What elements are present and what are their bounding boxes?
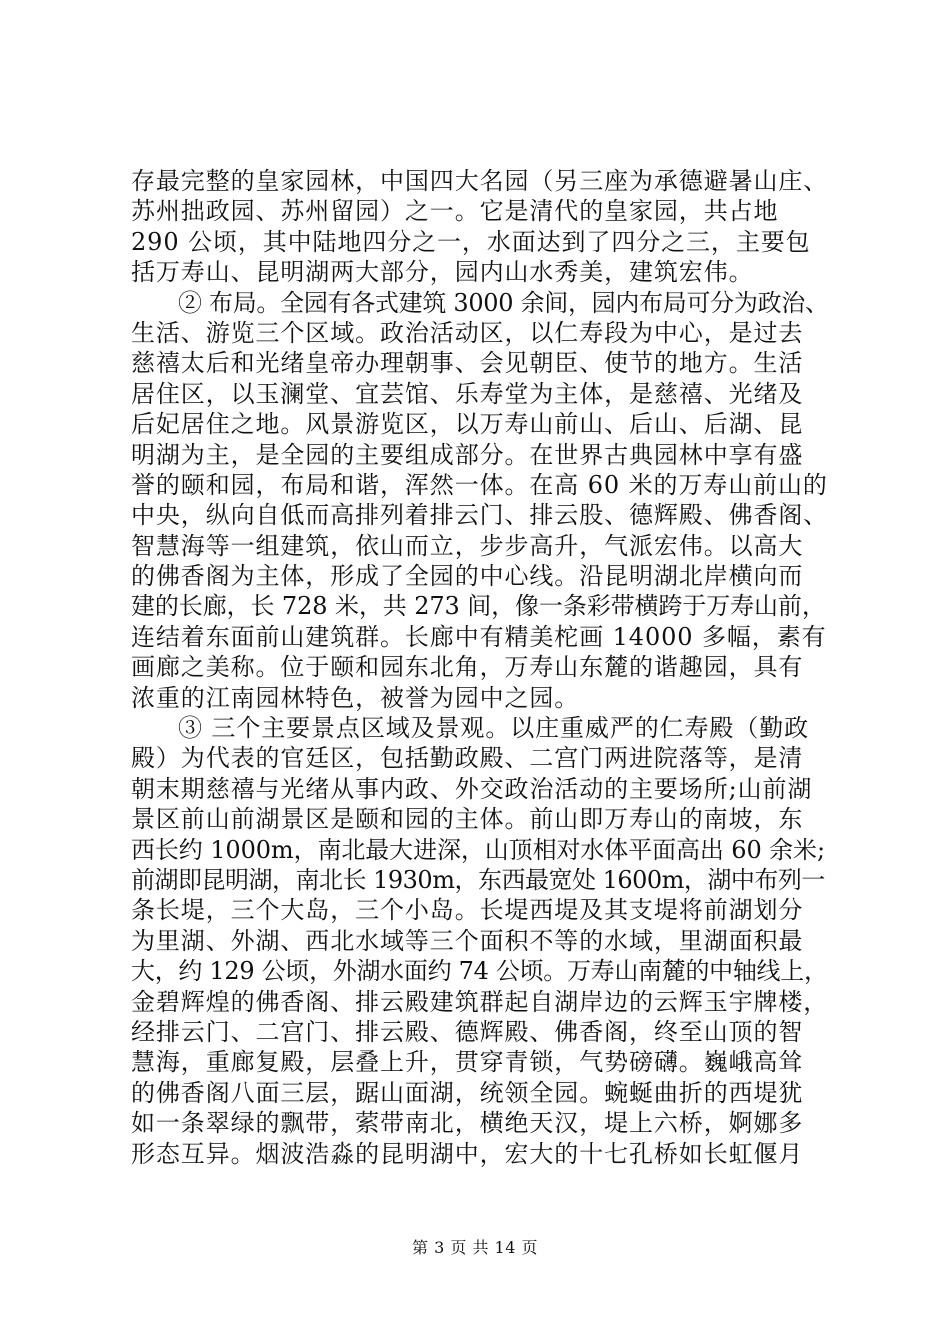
text-line: 生活、游览三个区域。政治活动区，以仁寿段为中心，是过去 [131, 318, 804, 347]
text-line: 后妃居住之地。风景游览区，以万寿山前山、后山、后湖、昆 [131, 410, 804, 439]
text-line: 浓重的江南园林特色，被誉为园中之园。 [131, 683, 580, 712]
text-line: 形态互异。烟波浩淼的昆明湖中，宏大的十七孔桥如长虹偃月 [131, 1139, 804, 1168]
page-footer: 第 3 页 共 14 页 [412, 1238, 538, 1257]
text-line: 景区前山前湖景区是颐和园的主体。前山即万寿山的南坡，东 [131, 805, 804, 834]
text-line: ③ 三个主要景点区域及景观。以庄重威严的仁寿殿（勤政 [178, 714, 810, 743]
text-line: 条长堤，三个大岛，三个小岛。长堤西堤及其支堤将前湖划分 [131, 896, 804, 925]
text-line: 智慧海等一组建筑，依山而立，步步高升，气派宏伟。以高大 [131, 531, 804, 560]
text-line: 经排云门、二宫门、排云殿、德辉殿、佛香阁，终至山顶的智 [131, 1017, 804, 1046]
text-line: 誉的颐和园，布局和谐，浑然一体。在高 60 米的万寿山前山的 [131, 470, 828, 499]
text-line: 前湖即昆明湖，南北长 1930m，东西最宽处 1600m，湖中布列一 [131, 865, 825, 894]
text-line: 建的长廊，长 728 米，共 273 间，像一条彩带横跨于万寿山前， [131, 592, 826, 621]
text-line: 存最完整的皇家园林，中国四大名园（另三座为承德避暑山庄、 [131, 167, 829, 195]
text-line: 西长约 1000m，南北最大进深，山顶相对水体平面高出 60 余米; [131, 835, 825, 864]
text-line: 朝末期慈禧与光绪从事内政、外交政治活动的主要场所;山前湖 [131, 774, 813, 803]
text-line: 290 公顷，其中陆地四分之一，水面达到了四分之三，主要包 [131, 227, 811, 256]
text-line: 苏州拙政园、苏州留园）之一。它是清代的皇家园，共占地 [131, 197, 779, 226]
text-line: ② 布局。全园有各式建筑 3000 余间，园内布局可分为政治、 [178, 288, 829, 317]
text-line: 中央，纵向自低而高排列着排云门、排云股、德辉殿、佛香阁、 [131, 501, 829, 530]
text-line: 连结着东面前山建筑群。长廊中有精美柁画 14000 多幅，素有 [131, 622, 827, 651]
text-line: 慧海，重廊复殿，层叠上升，贯穿青锁，气势磅礴。巍峨高耸 [131, 1048, 804, 1077]
text-line: 明湖为主，是全园的主要组成部分。在世界古典园林中享有盛 [131, 440, 804, 469]
text-line: 画廊之美称。位于颐和园东北角，万寿山东麓的谐趣园，具有 [131, 653, 804, 682]
text-line: 如一条翠绿的飘带，萦带南北，横绝天汉，堤上六桥，婀娜多 [131, 1109, 804, 1138]
text-line: 居住区，以玉澜堂、宜芸馆、乐寿堂为主体，是慈禧、光绪及 [131, 379, 804, 408]
text-line: 大，约 129 公顷，外湖水面约 74 公顷。万寿山南麓的中轴线上， [131, 957, 828, 986]
body-text [131, 166, 831, 1169]
text-line: 括万寿山、昆明湖两大部分，园内山水秀美，建筑宏伟。 [131, 258, 754, 287]
text-line: 的佛香阁八面三层，踞山面湖，统领全园。蜿蜒曲折的西堤犹 [131, 1078, 804, 1107]
text-line: 慈禧太后和光绪皇帝办理朝事、会见朝臣、使节的地方。生活 [131, 349, 804, 378]
text-line: 为里湖、外湖、西北水域等三个面积不等的水域，里湖面积最 [131, 926, 804, 955]
text-line: 的佛香阁为主体，形成了全园的中心线。沿昆明湖北岸横向而 [131, 562, 804, 591]
text-line: 金碧辉煌的佛香阁、排云殿建筑群起自湖岸边的云辉玉宇牌楼， [131, 987, 829, 1016]
text-line: 殿）为代表的官廷区，包括勤政殿、二宫门两进院落等，是清 [131, 744, 804, 773]
